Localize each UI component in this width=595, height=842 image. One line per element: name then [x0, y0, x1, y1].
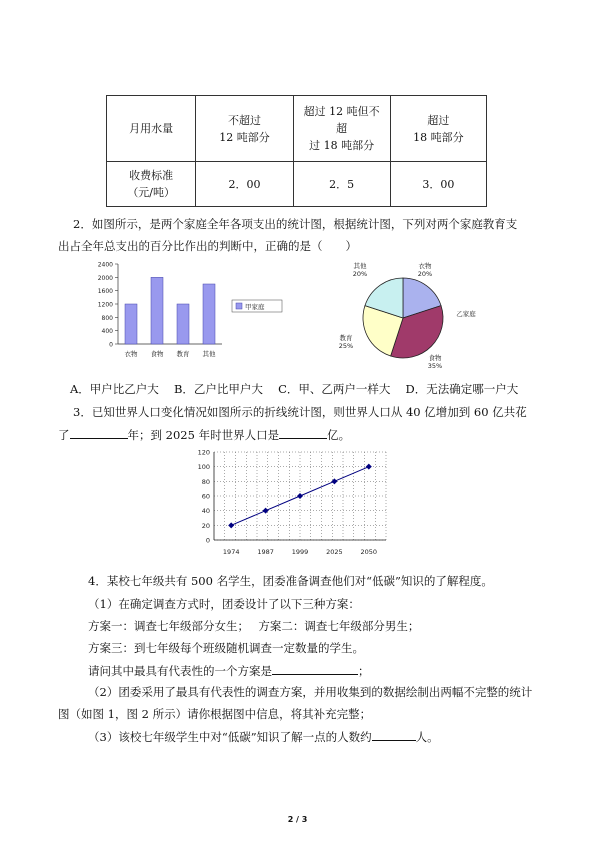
x-tick-label: 1974 — [222, 548, 240, 556]
cell-text: 18 吨部分 — [413, 130, 464, 144]
slice-percent: 20% — [417, 270, 433, 278]
legend-swatch — [236, 303, 242, 309]
cell-text: 2．5 — [329, 177, 355, 191]
q4-line-4: 方案三：到七年级每个班级随机调查一定数量的学生。 — [88, 641, 364, 655]
q4-line-2: （1）在确定调查方式时，团委设计了以下三种方案： — [88, 597, 360, 611]
q4-text: ； — [358, 664, 370, 678]
bar — [203, 284, 215, 344]
x-tick-label: 1987 — [257, 548, 274, 556]
x-tick-label: 衣物 — [124, 350, 138, 358]
q4-line-3: 方案一：调查七年级部分女生； 方案二：调查七年级部分男生； — [88, 619, 420, 633]
answer-blank[interactable] — [372, 728, 416, 741]
slice-label: 其他 — [353, 262, 367, 270]
table-cell — [390, 162, 486, 207]
x-tick-label: 2025 — [326, 548, 343, 556]
table-row-label — [107, 162, 196, 207]
answer-blank[interactable] — [70, 426, 128, 439]
cell-text: 不超过 — [227, 113, 261, 127]
q3-line-1: 3．已知世界人口变化情况如图所示的折线统计图，则世界人口从 40 亿增加到 60 亿共花 — [73, 405, 527, 419]
q4-line-6: （2）团委采用了最具有代表性的调查方案，并用收集到的数据绘制出两幅不完整的统计 — [88, 685, 533, 699]
q4-line-8 — [88, 728, 439, 745]
slice-percent: 25% — [338, 342, 354, 350]
slice-label: 食物 — [428, 354, 442, 362]
q2-options: A．甲户比乙户大 B．乙户比甲户大 C．甲、乙两户一样大 D．无法确定哪一户大 — [70, 382, 519, 396]
bar — [177, 304, 189, 344]
q2-line-1: 2．如图所示，是两个家庭全年各项支出的统计图，根据统计图，下列对两个家庭教育支 — [73, 217, 518, 231]
x-tick-label: 教育 — [176, 350, 190, 358]
cell-text: 超过 12 吨但不 — [303, 105, 380, 118]
answer-blank[interactable] — [279, 426, 327, 439]
answer-blank[interactable] — [272, 662, 358, 675]
cell-text: 超 — [336, 122, 348, 135]
pie-chart — [330, 260, 490, 372]
x-tick-label: 2050 — [360, 548, 378, 556]
q4-text: 请问其中最具有代表性的一个方案是 — [88, 664, 272, 678]
x-tick-label: 食物 — [150, 350, 164, 358]
table-cell — [196, 162, 293, 207]
y-tick-label: 1600 — [97, 288, 113, 296]
y-tick-label: 40 — [201, 507, 210, 516]
q3-text: 了 — [58, 428, 70, 442]
cell-text: 12 吨部分 — [219, 130, 270, 144]
q3-text: 年；到 2025 年时世界人口是 — [127, 428, 280, 442]
q4-line-5 — [88, 662, 370, 679]
q3-text: 亿。 — [327, 428, 351, 442]
q4-line-7: 图（如图 1，图 2 所示）请你根据图中信息，将其补充完整； — [58, 707, 372, 721]
table-cell — [293, 162, 390, 207]
y-tick-label: 1200 — [97, 301, 113, 309]
data-point — [297, 493, 303, 499]
y-tick-label: 400 — [101, 328, 113, 336]
slice-label: 教育 — [339, 334, 353, 342]
cell-text: 收费标准 — [129, 169, 174, 182]
cell-text: 超过 — [427, 113, 450, 127]
bar-chart — [88, 258, 298, 366]
cell-text: 3．00 — [422, 177, 455, 191]
bar — [125, 304, 137, 344]
table-cell — [293, 96, 390, 162]
q4-line-1: 4．某校七年级共有 500 名学生，团委准备调查他们对“低碳”知识的了解程度。 — [88, 574, 493, 588]
y-tick-label: 800 — [101, 314, 113, 322]
cell-text: 月用水量 — [129, 122, 174, 135]
q4-text: （3）该校七年级学生中对“低碳”知识了解一点的人数约 — [88, 730, 372, 744]
q3-line-2 — [58, 426, 350, 443]
page-number: 2 / 3 — [287, 815, 308, 824]
cell-text: 2．00 — [228, 177, 261, 191]
x-tick-label: 1999 — [291, 548, 309, 556]
y-tick-label: 2400 — [97, 261, 113, 269]
y-tick-label: 20 — [201, 521, 210, 530]
pie-title: 乙家庭 — [456, 310, 476, 318]
cell-text: （元/吨） — [127, 186, 176, 199]
bar — [151, 277, 163, 344]
table-cell — [196, 96, 293, 162]
line-chart — [188, 446, 408, 564]
water-fee-table — [106, 95, 487, 207]
slice-percent: 20% — [352, 270, 368, 278]
q4-text: 人。 — [415, 730, 439, 744]
table-header-label — [107, 96, 196, 162]
slice-label: 衣物 — [418, 262, 432, 270]
y-tick-label: 2000 — [97, 274, 113, 282]
data-point — [228, 522, 234, 528]
y-tick-label: 120 — [197, 448, 210, 457]
y-tick-label: 0 — [109, 341, 113, 349]
data-point — [366, 464, 372, 470]
slice-percent: 35% — [427, 362, 443, 370]
cell-text: 过 18 吨部分 — [309, 139, 375, 152]
table-cell — [390, 96, 486, 162]
y-tick-label: 0 — [205, 536, 210, 545]
legend-label: 甲家庭 — [245, 303, 265, 311]
y-tick-label: 100 — [197, 463, 210, 472]
x-tick-label: 其他 — [202, 350, 216, 358]
y-tick-label: 60 — [201, 492, 210, 501]
y-tick-label: 80 — [201, 477, 210, 486]
q2-line-2: 出占全年总支出的百分比作出的判断中，正确的是（ ） — [58, 239, 357, 253]
